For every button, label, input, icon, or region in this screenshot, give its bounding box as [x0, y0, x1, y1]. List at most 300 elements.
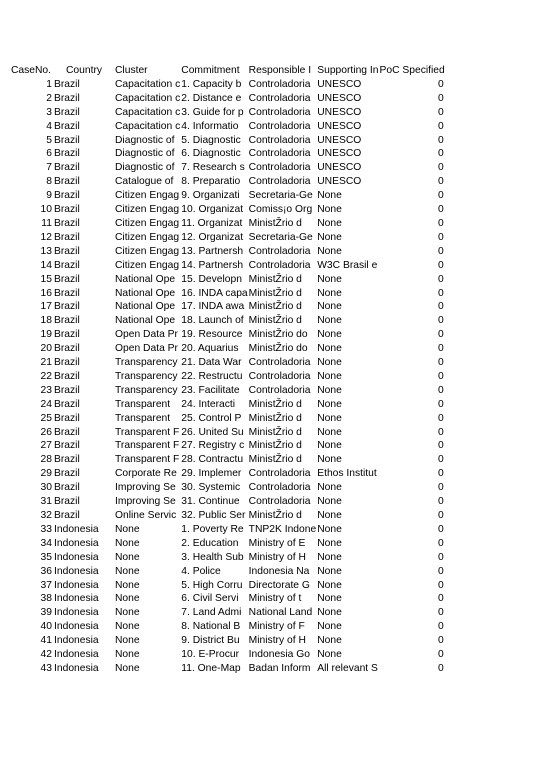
cell-country: Brazil	[54, 92, 80, 104]
cell-cluster: Transparency	[115, 370, 178, 382]
cell-poc-specified: 0	[438, 398, 444, 410]
table-row	[0, 92, 445, 106]
table-row	[0, 356, 445, 370]
cell-poc-specified: 0	[438, 329, 444, 341]
cell-supporting: None	[317, 635, 342, 647]
cell-supporting: None	[317, 370, 342, 382]
table-row	[0, 120, 445, 134]
cell-caseno: 41	[40, 635, 52, 647]
cell-cluster: Transparent	[115, 412, 171, 424]
cell-supporting: W3C Brasil e	[317, 259, 378, 271]
cell-poc-specified: 0	[438, 120, 444, 132]
cell-responsible: Indonesia Go	[248, 649, 310, 661]
cell-poc-specified: 0	[438, 301, 444, 313]
cell-responsible: MinistŽrio d	[248, 412, 302, 424]
cell-poc-specified: 0	[438, 315, 444, 327]
cell-supporting: UNESCO	[317, 148, 362, 160]
cell-caseno: 5	[46, 134, 52, 146]
cell-supporting: UNESCO	[317, 120, 362, 132]
cell-supporting: None	[317, 190, 342, 202]
cell-cluster: Transparency	[115, 357, 178, 369]
cell-cluster: Capacitation c	[115, 106, 181, 118]
cell-caseno: 33	[40, 523, 52, 535]
cell-responsible: Controladoria	[248, 92, 311, 104]
cell-responsible: Controladoria	[248, 357, 311, 369]
cell-commitment: 30. Systemic	[181, 482, 241, 494]
cell-responsible: Directorate G	[248, 579, 310, 591]
cell-cluster: None	[115, 635, 140, 647]
cell-country: Brazil	[54, 204, 80, 216]
cell-responsible: Ministry of E	[248, 537, 306, 549]
cell-caseno: 24	[40, 398, 52, 410]
cell-country: Brazil	[54, 370, 80, 382]
cell-supporting: UNESCO	[317, 78, 362, 90]
table-row	[0, 78, 445, 92]
table-row	[0, 453, 445, 467]
cell-supporting: None	[317, 412, 342, 424]
cell-country: Brazil	[54, 496, 80, 508]
table-row	[0, 662, 445, 676]
table-row	[0, 523, 445, 537]
cell-caseno: 8	[46, 176, 52, 188]
table-row	[0, 217, 445, 231]
cell-poc-specified: 0	[438, 565, 444, 577]
cell-responsible: MinistŽrio d	[248, 287, 302, 299]
cell-supporting: None	[317, 510, 342, 521]
cell-commitment: 2. Education	[181, 537, 239, 549]
table-row	[0, 398, 445, 412]
cell-cluster: Citizen Engag	[115, 190, 180, 202]
cell-supporting: None	[317, 523, 342, 535]
data-sheet	[0, 64, 445, 676]
table-row	[0, 300, 445, 314]
cell-cluster: Citizen Engag	[115, 245, 180, 257]
cell-commitment: 10. E-Procur	[181, 649, 240, 661]
table-row	[0, 426, 445, 440]
cell-country: Brazil	[54, 510, 80, 521]
cell-commitment: 23. Facilitate	[181, 384, 240, 396]
cell-country: Indonesia	[54, 635, 99, 647]
cell-supporting: None	[317, 384, 342, 396]
cell-country: Indonesia	[54, 537, 99, 549]
cell-caseno: 7	[46, 162, 52, 174]
cell-supporting: None	[317, 329, 342, 341]
cell-country: Brazil	[54, 301, 80, 313]
cell-country: Brazil	[54, 106, 80, 118]
cell-supporting: None	[317, 426, 342, 438]
cell-supporting: None	[317, 231, 342, 243]
cell-responsible: MinistŽrio d	[248, 273, 302, 285]
cell-commitment: 27. Registry c	[181, 440, 245, 452]
cell-country: Brazil	[54, 273, 80, 285]
cell-poc-specified: 0	[438, 78, 444, 90]
cell-commitment: 19. Resource	[181, 329, 243, 341]
cell-cluster: Citizen Engag	[115, 231, 180, 243]
cell-commitment: 9. District Bu	[181, 635, 240, 647]
table-row	[0, 439, 445, 453]
cell-cluster: Capacitation c	[115, 92, 181, 104]
cell-caseno: 11	[41, 217, 52, 229]
cell-cluster: None	[115, 537, 140, 549]
cell-country: Indonesia	[54, 662, 99, 674]
cell-cluster: Diagnostic of	[115, 148, 175, 160]
cell-country: Brazil	[54, 357, 80, 369]
cell-supporting: None	[317, 343, 342, 355]
cell-cluster: None	[115, 551, 140, 563]
cell-responsible: Controladoria	[248, 176, 311, 188]
cell-responsible: Controladoria	[248, 120, 311, 132]
cell-cluster: Open Data Pr	[115, 329, 178, 341]
cell-country: Brazil	[54, 245, 80, 257]
cell-commitment: 16. INDA capa	[181, 287, 248, 299]
cell-country: Brazil	[54, 329, 80, 341]
cell-poc-specified: 0	[438, 496, 444, 508]
cell-supporting: All relevant S	[317, 662, 378, 674]
cell-cluster: None	[115, 607, 140, 619]
cell-commitment: 2. Distance e	[181, 92, 242, 104]
cell-country: Brazil	[54, 78, 80, 90]
cell-cluster: Corporate Re	[115, 468, 177, 480]
table-row	[0, 495, 445, 509]
cell-poc-specified: 0	[438, 649, 444, 661]
cell-responsible: Controladoria	[248, 482, 311, 494]
cell-commitment: 26. United Su	[181, 426, 244, 438]
cell-country: Indonesia	[54, 607, 99, 619]
cell-country: Brazil	[54, 384, 80, 396]
cell-supporting: None	[317, 301, 342, 313]
cell-poc-specified: 0	[438, 621, 444, 633]
cell-responsible: Secretaria-Ge	[248, 231, 313, 243]
cell-cluster: Improving Se	[115, 482, 176, 494]
cell-poc-specified: 0	[438, 454, 444, 466]
cell-caseno: 31	[40, 496, 52, 508]
cell-caseno: 34	[40, 537, 52, 549]
cell-caseno: 14	[40, 259, 52, 271]
cell-country: Brazil	[54, 440, 80, 452]
cell-commitment: 7. Land Admi	[181, 607, 242, 619]
cell-cluster: National Ope	[115, 273, 176, 285]
cell-country: Indonesia	[54, 551, 99, 563]
cell-cluster: Capacitation c	[115, 120, 181, 132]
cell-supporting: UNESCO	[317, 106, 362, 118]
table-row	[0, 634, 445, 648]
cell-supporting: UNESCO	[317, 162, 362, 174]
cell-supporting: None	[317, 565, 342, 577]
cell-cluster: Improving Se	[115, 496, 176, 508]
cell-responsible: MinistŽrio d	[248, 440, 302, 452]
cell-cluster: Transparent F	[115, 454, 180, 466]
cell-caseno: 18	[40, 315, 52, 327]
table-row	[0, 106, 445, 120]
cell-cluster: Capacitation c	[115, 78, 181, 90]
cell-cluster: Diagnostic of	[115, 134, 175, 146]
cell-cluster: National Ope	[115, 315, 176, 327]
cell-responsible: Indonesia Na	[248, 565, 310, 577]
table-row	[0, 314, 445, 328]
cell-country: Brazil	[54, 482, 80, 494]
header-responsible: Responsible I	[248, 65, 312, 76]
cell-caseno: 23	[40, 384, 52, 396]
cell-commitment: 1. Poverty Re	[181, 523, 244, 535]
cell-commitment: 3. Health Sub	[181, 551, 244, 563]
cell-caseno: 6	[46, 148, 52, 160]
cell-country: Brazil	[54, 412, 80, 424]
cell-commitment: 20. Aquarius	[181, 343, 239, 355]
cell-country: Brazil	[54, 162, 80, 174]
cell-caseno: 43	[40, 662, 52, 674]
cell-commitment: 10. Organizat	[181, 204, 244, 216]
cell-supporting: None	[317, 273, 342, 285]
cell-caseno: 35	[40, 551, 52, 563]
table-row	[0, 147, 445, 161]
table-row	[0, 481, 445, 495]
cell-commitment: 11. Organizat	[181, 217, 243, 229]
cell-poc-specified: 0	[438, 482, 444, 494]
cell-caseno: 38	[40, 593, 52, 605]
cell-poc-specified: 0	[438, 551, 444, 563]
cell-caseno: 40	[40, 621, 52, 633]
table-row	[0, 175, 445, 189]
cell-cluster: None	[115, 523, 140, 535]
table-row	[0, 245, 445, 259]
cell-cluster: None	[115, 649, 140, 661]
cell-cluster: None	[115, 579, 140, 591]
cell-responsible: MinistŽrio d	[248, 398, 302, 410]
cell-caseno: 17	[40, 301, 52, 313]
cell-supporting: None	[317, 482, 342, 494]
cell-cluster: Online Servic	[115, 510, 177, 521]
cell-country: Indonesia	[54, 593, 99, 605]
cell-commitment: 17. INDA awa	[181, 301, 245, 313]
cell-caseno: 15	[40, 273, 52, 285]
cell-cluster: Citizen Engag	[115, 204, 180, 216]
cell-commitment: 18. Launch of	[181, 315, 244, 327]
cell-caseno: 16	[40, 287, 52, 299]
cell-caseno: 30	[40, 482, 52, 494]
cell-commitment: 24. Interacti	[181, 398, 236, 410]
cell-country: Brazil	[54, 120, 80, 132]
cell-country: Brazil	[54, 398, 80, 410]
header-country: Country	[65, 65, 103, 76]
cell-commitment: 8. National B	[181, 621, 241, 633]
table-row	[0, 134, 445, 148]
cell-country: Brazil	[54, 134, 80, 146]
cell-caseno: 29	[40, 468, 52, 480]
cell-poc-specified: 0	[438, 523, 444, 535]
cell-poc-specified: 0	[438, 287, 444, 299]
table-row	[0, 565, 445, 579]
table-row	[0, 203, 445, 217]
header-row	[0, 64, 445, 78]
cell-commitment: 3. Guide for p	[181, 106, 244, 118]
cell-commitment: 14. Partnersh	[181, 259, 244, 271]
cell-commitment: 6. Diagnostic	[181, 148, 241, 160]
cell-poc-specified: 0	[438, 593, 444, 605]
cell-responsible: Badan Inform	[248, 662, 311, 674]
cell-caseno: 12	[40, 231, 52, 243]
cell-poc-specified: 0	[438, 162, 444, 174]
cell-commitment: 1. Capacity b	[181, 78, 242, 90]
cell-poc-specified: 0	[438, 662, 444, 674]
table-row	[0, 189, 445, 203]
cell-supporting: None	[317, 496, 342, 508]
cell-country: Brazil	[54, 176, 80, 188]
cell-poc-specified: 0	[438, 384, 444, 396]
cell-responsible: MinistŽrio d	[248, 510, 302, 521]
cell-supporting: None	[317, 245, 342, 257]
cell-poc-specified: 0	[438, 579, 444, 591]
cell-commitment: 25. Control P	[181, 412, 242, 424]
table-row	[0, 537, 445, 551]
cell-supporting: None	[317, 551, 342, 563]
cell-poc-specified: 0	[438, 357, 444, 369]
table-row	[0, 467, 445, 481]
cell-country: Indonesia	[54, 621, 99, 633]
cell-responsible: Controladoria	[248, 162, 311, 174]
cell-country: Brazil	[54, 231, 80, 243]
cell-poc-specified: 0	[438, 134, 444, 146]
cell-country: Brazil	[54, 259, 80, 271]
cell-caseno: 37	[40, 579, 52, 591]
cell-caseno: 9	[46, 190, 52, 202]
cell-commitment: 4. Police	[181, 565, 221, 577]
cell-poc-specified: 0	[438, 204, 444, 216]
cell-poc-specified: 0	[438, 537, 444, 549]
table-row	[0, 384, 445, 398]
cell-supporting: UNESCO	[317, 92, 362, 104]
cell-responsible: MinistŽrio d	[248, 454, 302, 466]
cell-cluster: Transparent F	[115, 440, 180, 452]
cell-caseno: 19	[40, 329, 52, 341]
cell-country: Indonesia	[54, 523, 99, 535]
table-row	[0, 412, 445, 426]
cell-poc-specified: 0	[438, 92, 444, 104]
cell-commitment: 9. Organizati	[181, 190, 240, 202]
cell-cluster: Transparent	[115, 398, 171, 410]
header-caseno: CaseNo.	[10, 65, 51, 76]
cell-poc-specified: 0	[438, 426, 444, 438]
cell-responsible: MinistŽrio d	[248, 217, 302, 229]
cell-supporting: None	[317, 204, 342, 216]
table-row	[0, 620, 445, 634]
cell-cluster: None	[115, 565, 140, 577]
cell-country: Brazil	[54, 343, 80, 355]
cell-country: Indonesia	[54, 565, 99, 577]
cell-cluster: Transparency	[115, 384, 178, 396]
cell-poc-specified: 0	[438, 607, 444, 619]
cell-responsible: Ministry of H	[248, 551, 306, 563]
header-commitment: Commitment	[181, 65, 240, 76]
cell-supporting: None	[317, 357, 342, 369]
cell-cluster: None	[115, 593, 140, 605]
cell-supporting: None	[317, 607, 342, 619]
cell-caseno: 39	[40, 607, 52, 619]
header-supporting: Supporting In	[317, 65, 379, 76]
cell-responsible: Ministry of F	[248, 621, 305, 633]
cell-responsible: Controladoria	[248, 496, 311, 508]
table-row	[0, 509, 445, 523]
cell-poc-specified: 0	[438, 635, 444, 647]
cell-supporting: None	[317, 454, 342, 466]
cell-caseno: 32	[40, 510, 52, 521]
cell-responsible: MinistŽrio d	[248, 301, 302, 313]
data-table	[0, 64, 445, 676]
table-row	[0, 551, 445, 565]
table-row	[0, 342, 445, 356]
cell-commitment: 8. Preparatio	[181, 176, 241, 188]
cell-country: Brazil	[54, 148, 80, 160]
cell-poc-specified: 0	[438, 106, 444, 118]
cell-caseno: 21	[40, 357, 52, 369]
cell-country: Brazil	[54, 426, 80, 438]
cell-commitment: 28. Contractu	[181, 454, 244, 466]
table-row	[0, 273, 445, 287]
cell-commitment: 21. Data War	[181, 357, 242, 369]
cell-poc-specified: 0	[438, 273, 444, 285]
cell-country: Indonesia	[54, 579, 99, 591]
cell-country: Brazil	[54, 315, 80, 327]
table-body	[0, 78, 445, 676]
cell-supporting: UNESCO	[317, 176, 362, 188]
cell-country: Brazil	[54, 190, 80, 202]
cell-cluster: None	[115, 662, 140, 674]
cell-caseno: 13	[40, 245, 52, 257]
cell-country: Brazil	[54, 217, 80, 229]
cell-responsible: Ministry of H	[248, 635, 306, 647]
cell-country: Indonesia	[54, 649, 99, 661]
cell-caseno: 42	[40, 649, 52, 661]
cell-responsible: MinistŽrio d	[248, 315, 302, 327]
cell-responsible: TNP2K Indone	[248, 523, 317, 535]
cell-cluster: National Ope	[115, 301, 176, 313]
cell-poc-specified: 0	[438, 370, 444, 382]
cell-poc-specified: 0	[438, 148, 444, 160]
cell-responsible: Controladoria	[248, 384, 311, 396]
cell-cluster: National Ope	[115, 287, 176, 299]
cell-responsible: Ministry of t	[248, 593, 302, 605]
cell-cluster: Transparent F	[115, 426, 180, 438]
cell-cluster: Diagnostic of	[115, 162, 175, 174]
cell-poc-specified: 0	[438, 468, 444, 480]
cell-responsible: Controladoria	[248, 259, 311, 271]
cell-responsible: MinistŽrio do	[248, 329, 308, 341]
cell-supporting: None	[317, 398, 342, 410]
cell-supporting: Ethos Institut	[317, 468, 377, 480]
cell-caseno: 25	[40, 412, 52, 424]
cell-supporting: None	[317, 649, 342, 661]
table-row	[0, 161, 445, 175]
cell-caseno: 26	[40, 426, 52, 438]
cell-poc-specified: 0	[438, 190, 444, 202]
cell-caseno: 22	[40, 370, 52, 382]
cell-supporting: None	[317, 621, 342, 633]
table-row	[0, 370, 445, 384]
cell-poc-specified: 0	[438, 343, 444, 355]
cell-commitment: 31. Continue	[181, 496, 240, 508]
cell-caseno: 36	[40, 565, 52, 577]
cell-poc-specified: 0	[438, 412, 444, 424]
cell-commitment: 32. Public Ser	[181, 510, 246, 521]
cell-responsible: Controladoria	[248, 78, 311, 90]
cell-commitment: 7. Research s	[181, 162, 245, 174]
cell-supporting: None	[317, 593, 342, 605]
cell-responsible: MinistŽrio d	[248, 426, 302, 438]
cell-country: Brazil	[54, 454, 80, 466]
cell-commitment: 13. Partnersh	[181, 245, 244, 257]
cell-supporting: None	[317, 315, 342, 327]
table-row	[0, 328, 445, 342]
cell-responsible: Controladoria	[248, 148, 311, 160]
